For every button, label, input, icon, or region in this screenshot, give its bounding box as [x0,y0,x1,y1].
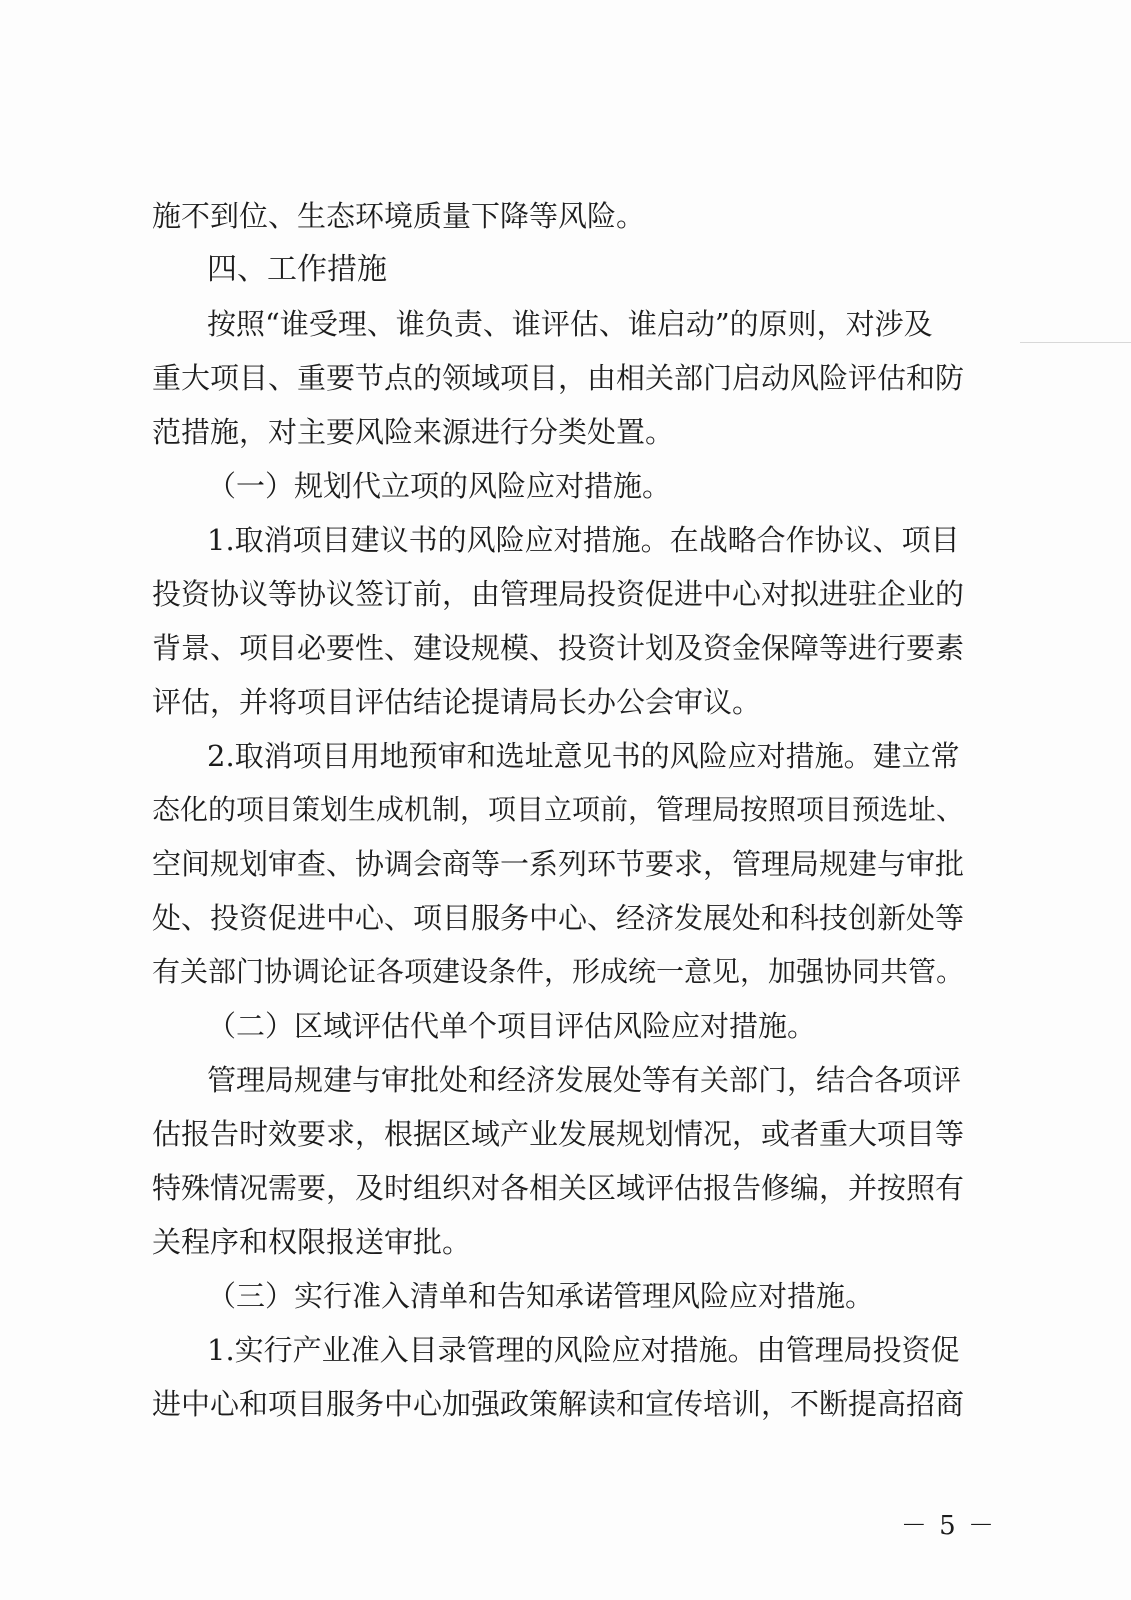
text-line-17: 管理局规建与审批处和经济发展处等有关部门，结合各项评 [207,1063,962,1097]
text-line-20: 关程序和权限报送审批。 [152,1225,472,1259]
text-line-13: 空间规划审查、协调会商等一系列环节要求，管理局规建与审批 [152,847,965,881]
text-line-14: 处、投资促进中心、项目服务中心、经济发展处和科技创新处等 [152,901,965,935]
section-heading: 四、工作措施 [207,252,387,287]
text-line-3: 按照“谁受理、谁负责、谁评估、谁启动”的原则，对涉及 [207,307,933,341]
scan-edge-mark [1020,342,1131,343]
subheading-3: （三）实行准入清单和告知承诺管理风险应对措施。 [207,1279,875,1313]
text-line-4: 重大项目、重要节点的领域项目，由相关部门启动风险评估和防 [152,361,965,395]
text-line-18: 估报告时效要求，根据区域产业发展规划情况，或者重大项目等 [152,1117,965,1151]
text-line-22: 1.实行产业准入目录管理的风险应对措施。由管理局投资促 [207,1333,960,1367]
text-line-5: 范措施，对主要风险来源进行分类处置。 [152,415,675,449]
subheading-1: （一）规划代立项的风险应对措施。 [207,469,672,503]
subheading-2: （二）区域评估代单个项目评估风险应对措施。 [207,1009,817,1043]
text-line-23: 进中心和项目服务中心加强政策解读和宣传培训，不断提高招商 [152,1387,965,1421]
text-line-7: 1.取消项目建议书的风险应对措施。在战略合作协议、项目 [207,523,960,557]
text-line-10: 评估，并将项目评估结论提请局长办公会审议。 [152,685,762,719]
text-line-9: 背景、项目必要性、建设规模、投资计划及资金保障等进行要素 [152,631,965,665]
text-line-11: 2.取消项目用地预审和选址意见书的风险应对措施。建立常 [207,739,960,773]
page-number: － 5 － [900,1511,996,1541]
text-line-1: 施不到位、生态环境质量下降等风险。 [152,199,646,233]
text-line-12: 态化的项目策划生成机制，项目立项前，管理局按照项目预选址、 [152,793,965,826]
text-line-8: 投资协议等协议签订前，由管理局投资促进中心对拟进驻企业的 [152,577,965,611]
text-line-15: 有关部门协调论证各项建设条件，形成统一意见，加强协同共管。 [152,955,965,988]
text-line-19: 特殊情况需要，及时组织对各相关区域评估报告修编，并按照有 [152,1171,965,1205]
